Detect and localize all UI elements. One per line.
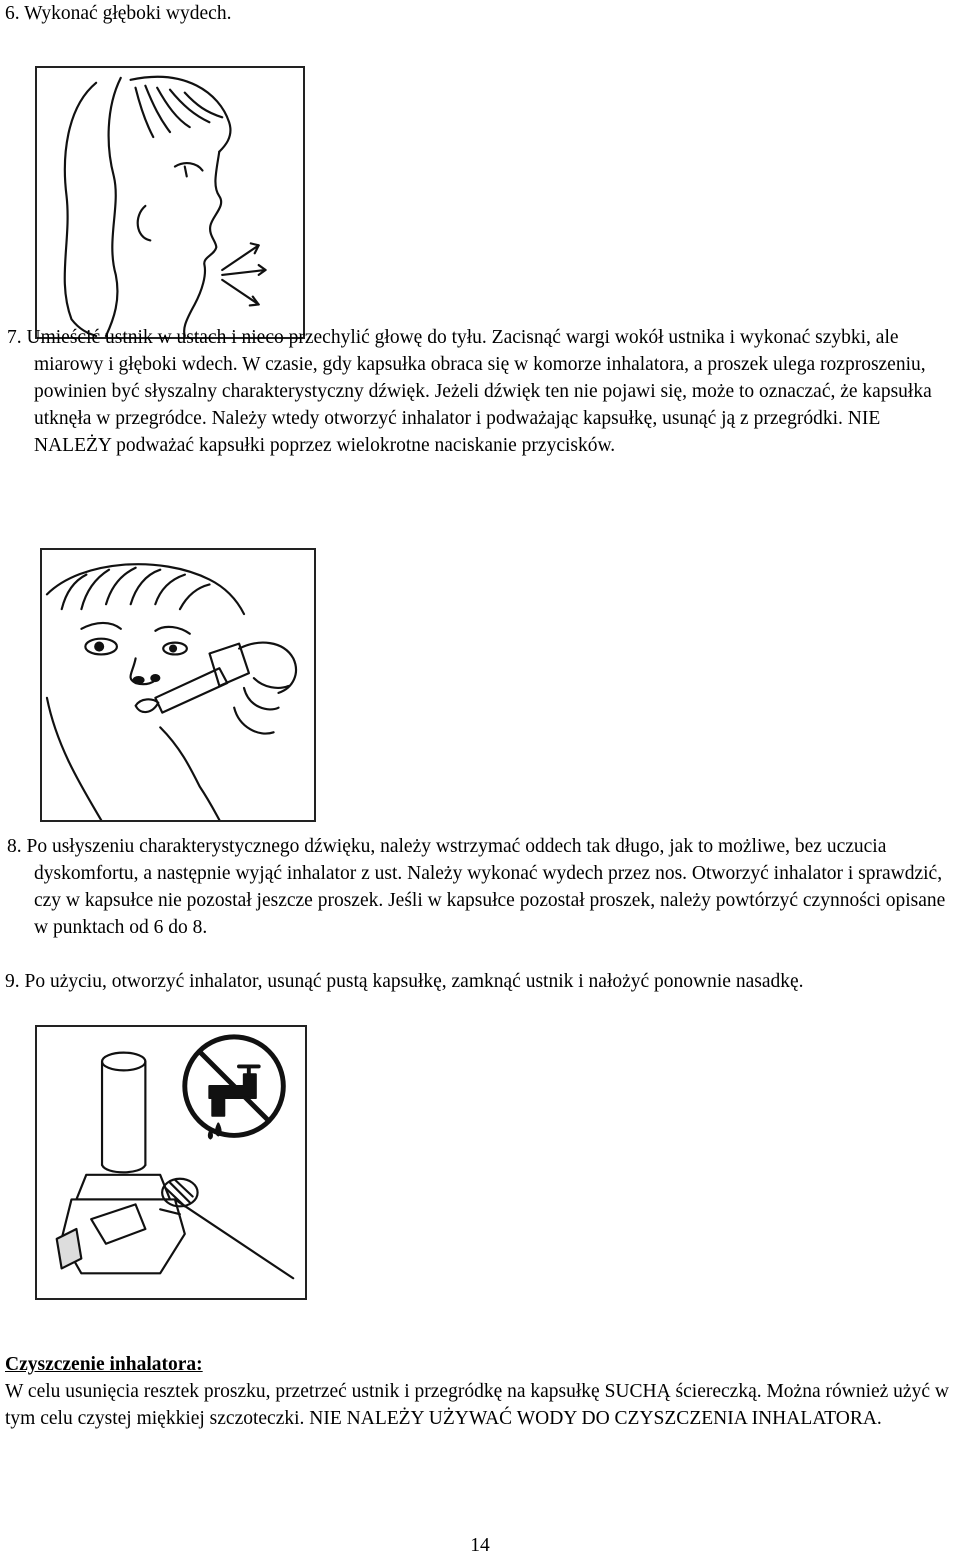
exhaling-face-illustration xyxy=(35,66,305,339)
page-number: 14 xyxy=(470,1535,490,1556)
face-exhale-icon xyxy=(37,68,303,337)
cleaning-heading: Czyszczenie inhalatora: xyxy=(5,1354,203,1375)
step-6-text: 6. Wykonać głęboki wydech. xyxy=(5,3,232,24)
step-7-text: 7. Umieścić ustnik w ustach i nieco przechylić głowę do tyłu. Zacisnąć wargi wokół ustnika i wykonać szybki, ale miarowy i głęboki wdech. W czasie, gdy kapsułka obraca się w komorze inhalatora, a proszek ulega rozproszeniu, powinien być słyszalny charakterystyczny dźwięk. Jeżeli dźwięk ten nie pojawi się, może to oznaczać, że kapsułka utknęła w przegródce. Należy wtedy otworzyć inhalator i podważając kapsułkę, usunąć ją z przegródki. NIE NALEŻY podważać kapsułki poprzez wielokrotne naciskanie przycisków. xyxy=(7,327,932,456)
step-8-text: 8. Po usłyszeniu charakterystycznego dźwięku, należy wstrzymać oddech tak długo, jak to możliwe, bez uczucia dyskomfortu, a następnie wyjąć inhalator z ust. Należy wykonać wydech przez nos. Otworzyć inhalator i sprawdzić, czy w kapsułce nie pozostał jeszcze proszek. Jeśli w kapsułce pozostał proszek, należy powtórzyć czynności opisane w punktach od 6 do 8. xyxy=(7,836,946,938)
inhaler-brush-no-water-illustration xyxy=(35,1025,307,1300)
inhaling-with-inhaler-illustration xyxy=(40,548,316,822)
cleaning-no-water-icon xyxy=(37,1027,305,1298)
step-9-text: 9. Po użyciu, otworzyć inhalator, usunąć pustą kapsułkę, zamknąć ustnik i nałożyć ponownie nasadkę. xyxy=(5,971,804,992)
cleaning-text: W celu usunięcia resztek proszku, przetrzeć ustnik i przegródkę na kapsułkę SUCHĄ ściereczką. Można również użyć w tym celu czystej miękkiej szczoteczki. NIE NALEŻY UŻYWAĆ WODY DO CZYSZCZENIA INHALATORA. xyxy=(5,1381,949,1429)
inhaler-use-icon xyxy=(42,550,314,820)
